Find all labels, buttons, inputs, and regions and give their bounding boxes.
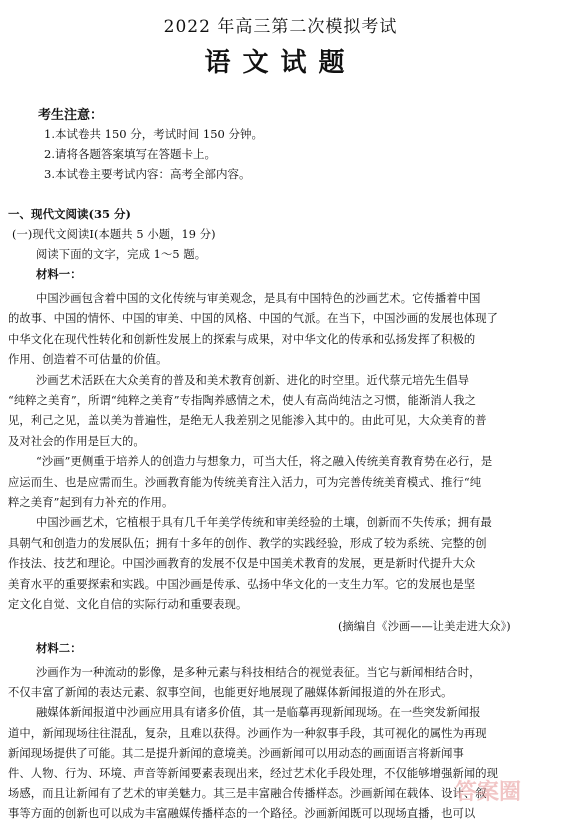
body-line: 融媒体新闻报道中沙画应用具有诸多价值，其一是临摹再现新闻现场。在一些突发新闻报 <box>36 706 481 720</box>
body-line: 的故事、中国的情怀、中国的审美、中国的风格、中国的气派。在当下，中国沙画的发展也体现了 <box>8 312 499 326</box>
exam-title: 2022 年高三第二次模拟考试 <box>163 17 398 37</box>
body-line: 及对社会的作用是巨大的。 <box>8 434 145 448</box>
body-line: 中华文化在现代性转化和创新性发展上的探索与成果，对中华文化的传承和弘扬发挥了积极的 <box>8 332 476 346</box>
body-line: 见，利己之见，盖以美为普遍性，是绝无人我差别之见能渗入其中的。由此可见，大众美育的普 <box>8 414 487 428</box>
body-line: 作技法、技艺和理论。中国沙画教育的发展不仅是中国美术教育的发展，更是新时代提升大众 <box>8 557 476 571</box>
body-line: 粹之美育”起到有力补充的作用。 <box>8 496 174 509</box>
body-line: “沙画”更侧重于培养人的创造力与想象力，可当大任，将之融入传统美育教育势在必行，是 <box>36 455 493 469</box>
body-line: 不仅丰富了新闻的表达元素、叙事空间，也能更好地展现了融媒体新闻报道的外在形式。 <box>8 686 453 700</box>
body-line: 作用、创造着不可估量的价值。 <box>8 353 168 367</box>
body-line: 定文化自觉、文化自信的实际行动和重要表现。 <box>8 598 248 611</box>
notice-item: 2.请将各题答案填写在答题卡上。 <box>44 147 216 161</box>
body-line: 沙画艺术活跃在大众美育的普及和美术教育创新、进化的时空里。近代蔡元培先生倡导 <box>36 373 470 387</box>
body-line: 中国沙画包含着中国的文化传统与审美观念，是具有中国特色的沙画艺术。它传播着中国 <box>36 292 481 305</box>
instruction: 阅读下面的文字，完成 1～5 题。 <box>36 248 207 261</box>
body-line: 道中，新闻现场往往混乱，复杂，且难以获得。沙画作为一种叙事手段，其可视化的属性为再现 <box>8 726 487 740</box>
notice-heading: 考生注意： <box>38 108 104 123</box>
body-line: 新闻现场提供了可能。其二是提升新闻的意境美。沙画新闻可以用动态的画面语言将新闻事 <box>8 746 464 760</box>
body-line: “纯粹之美育”，所谓“纯粹之美育”专指陶养感情之术，使人有高尚纯洁之习惯，能渐消人我之 <box>8 394 476 407</box>
body-line: 沙画作为一种流动的影像，是多种元素与科技相结合的视觉表征。当它与新闻相结合时， <box>36 666 481 679</box>
material2-label: 材料二： <box>36 641 82 655</box>
body-line: 场感，而且让新闻有了艺术的审美魅力。其三是丰富融合传播样态。沙画新闻在载体、设计、叙 <box>8 787 487 801</box>
source-citation: (摘编自《沙画——让美走进大众》) <box>338 620 511 633</box>
body-line: 美育水平的重要探索和实践。中国沙画是传承、弘扬中华文化的一支生力军。它的发展也是坚 <box>8 577 476 591</box>
body-line: 中国沙画艺术，它植根于具有几千年美学传统和审美经验的土壤，创新而不失传承；拥有最 <box>36 516 492 530</box>
watermark-logo: 答案圈 <box>455 780 522 805</box>
body-line: 件、人物、行为、环境、声音等新闻要素表现出来，经过艺术化手段处理，不仅能够增强新闻的现 <box>8 767 499 780</box>
section-title: 一、现代文阅读(35 分) <box>8 207 131 221</box>
body-line: 具朝气和创造力的发展队伍；拥有十多年的创作、教学的实践经验，形成了较为系统、完整的创 <box>8 536 487 550</box>
body-line: 应运而生、也是应需而生。沙画教育能为传统美育注入活力，可为完善传统美育模式、推行“纯 <box>8 475 482 489</box>
notice-item: 1.本试卷共 150 分，考试时间 150 分钟。 <box>44 127 263 141</box>
subsection-title: (一)现代文阅读Ⅰ(本题共 5 小题，19 分) <box>12 228 216 241</box>
body-line: 事等方面的创新也可以成为丰富融媒传播样态的一个路径。沙画新闻既可以现场直播，也可以 <box>8 807 476 821</box>
notice-item: 3.本试卷主要考试内容：高考全部内容。 <box>44 167 251 181</box>
subject-title: 语文试题 <box>204 48 357 78</box>
material1-label: 材料一： <box>36 267 82 281</box>
